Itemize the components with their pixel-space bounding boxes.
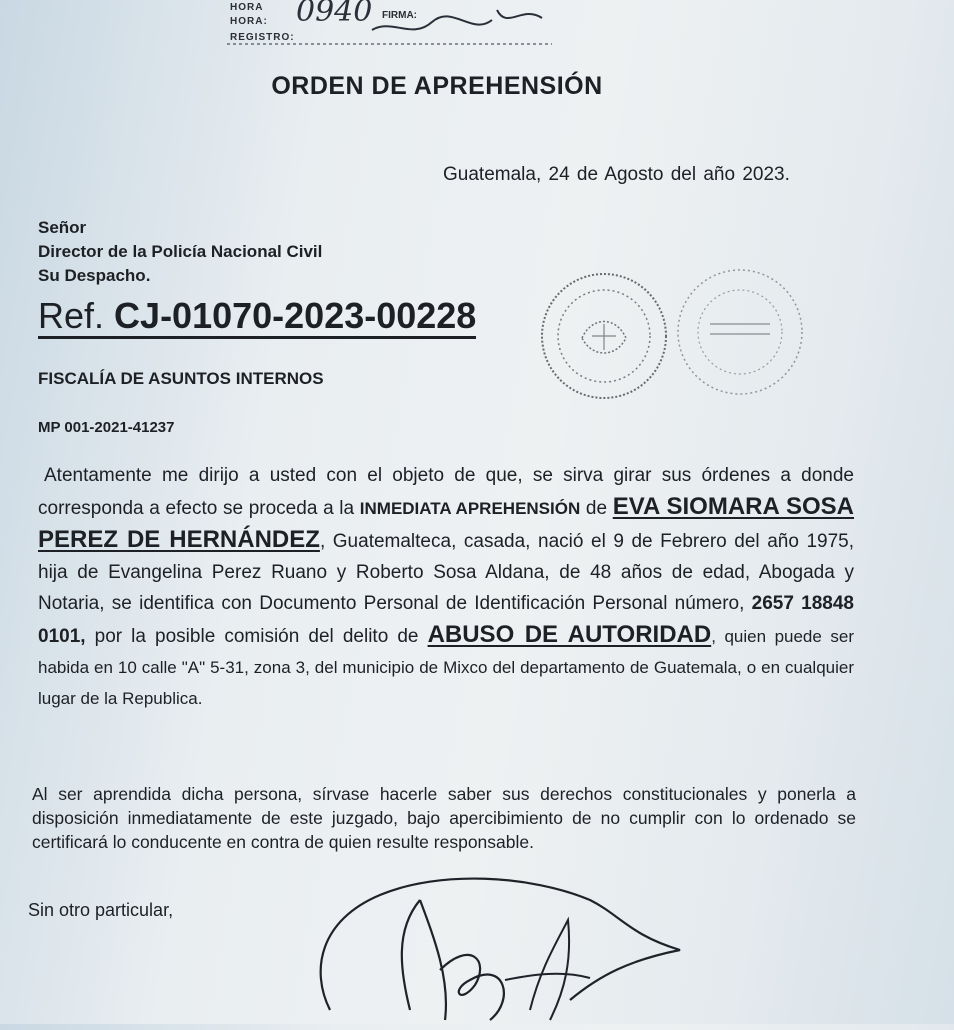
stamp-label-hora-2: HORA:	[230, 16, 268, 27]
body-paragraph	[38, 460, 854, 714]
stamp-handwritten-signature	[222, 0, 562, 50]
official-seal-right	[670, 262, 810, 402]
stamp-label-registro: REGISTRO:	[230, 32, 295, 43]
mp-number: MP 001-2021-41237	[38, 419, 175, 436]
body-action: INMEDIATA APREHENSIÓN	[359, 499, 581, 518]
registry-stamp	[222, 0, 562, 50]
document-title: ORDEN DE APREHENSIÓN	[271, 72, 603, 100]
reference-prefix: Ref.	[38, 295, 105, 336]
addressee-block	[38, 216, 322, 288]
crime-name: ABUSO DE AUTORIDAD	[427, 621, 712, 648]
reference-line	[38, 296, 476, 339]
dateline: Guatemala, 24 de Agosto del año 2023.	[443, 164, 790, 185]
addressee-office: Su Despacho.	[38, 266, 151, 285]
document-number: 2657 18848 0101,	[38, 593, 854, 647]
person-name: EVA SIOMARA SOSA PEREZ DE HERNÁNDEZ	[38, 493, 855, 553]
office-name: FISCALÍA DE ASUNTOS INTERNOS	[38, 369, 324, 388]
body-intro: Atentamente me dirijo a usted con el objeto de que, se sirva girar sus órdenes a donde corresponda a efecto se proceda a la	[38, 465, 854, 519]
body-address: , quien puede ser habida en 10 calle "A" 5-31, zona 3, del municipio de Mixco del departamento de Guatemala, o en cualquier lugar de la Republica.	[38, 627, 854, 708]
closing-line: Sin otro particular,	[28, 900, 174, 920]
handwritten-signature	[300, 860, 720, 1030]
stamp-handwritten-number: 0940	[296, 0, 373, 29]
addressee-title: Director de la Policía Nacional Civil	[38, 242, 323, 261]
stamp-label-firma: FIRMA:	[382, 10, 417, 21]
body-details: , Guatemalteca, casada, nació el 9 de Febrero del año 1975, hija de Evangelina Perez Ruano y Roberto Sosa Aldana, de 48 años de edad, Abogada y Notaria, se identifica con Documento Personal de Identificación Personal número,	[38, 531, 855, 614]
reference-number: CJ-01070-2023-00228	[114, 295, 477, 336]
official-seal-left	[534, 266, 674, 406]
instructions-paragraph: Al ser aprendida dicha persona, sírvase hacerle saber sus derechos constitucionales y ponerla a disposición inmediatamente de este juzgado, bajo apercibimiento de no cumplir con lo ordenado se certificará lo conducente en contra de quien resulte responsable.	[32, 784, 856, 852]
body-de: de	[580, 498, 613, 519]
crime-intro: por la posible comisión del delito de	[85, 626, 428, 647]
stamp-label-hora-1: HORA	[230, 2, 264, 13]
addressee-salutation: Señor	[38, 218, 87, 237]
